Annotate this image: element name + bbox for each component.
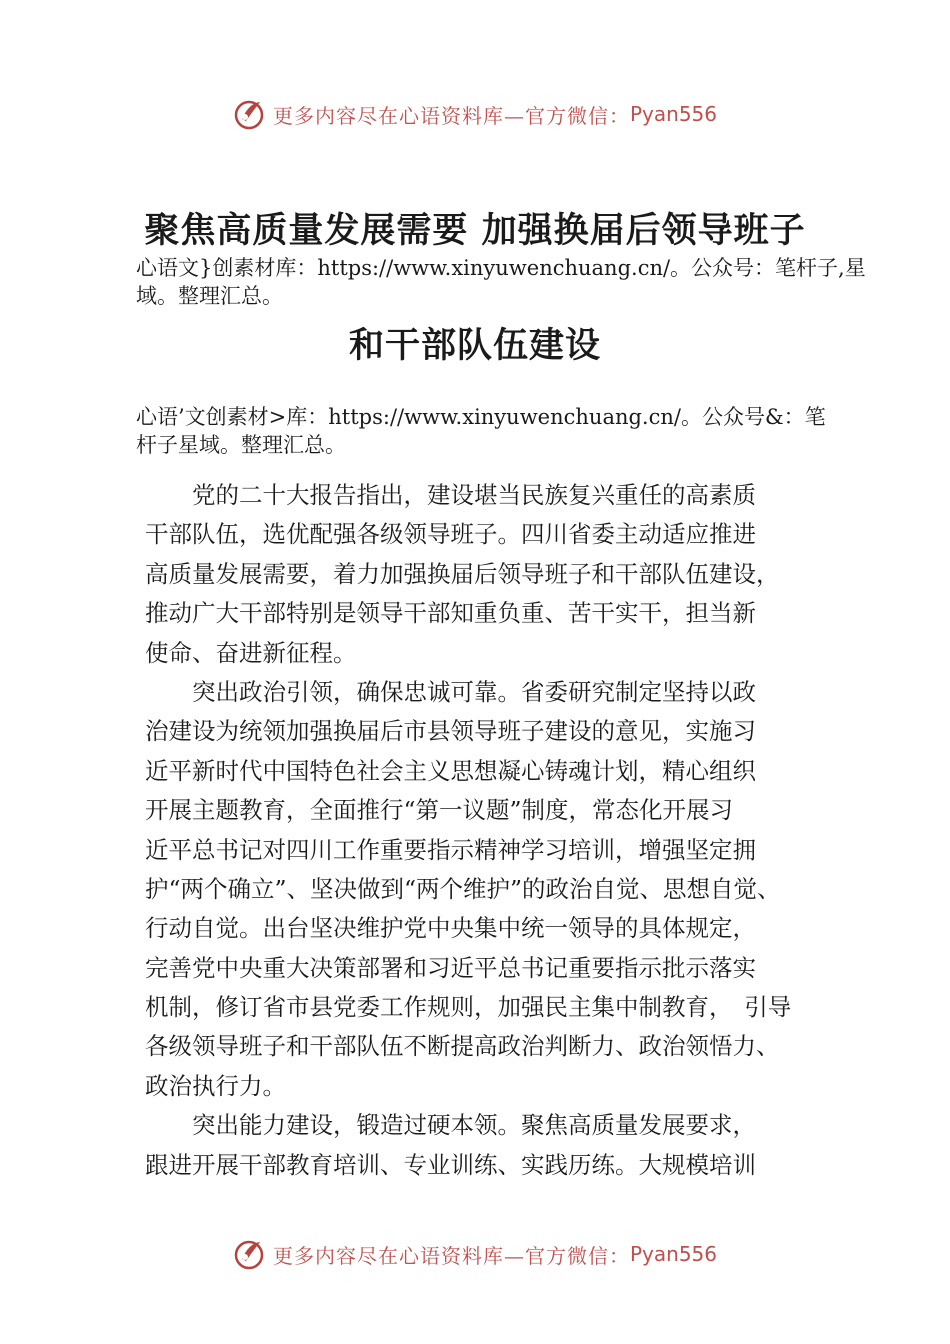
body-line: 治建设为统领加强换届后市县领导班子建设的意见，实施习 bbox=[145, 717, 756, 746]
wechat-id: Pyan556 bbox=[629, 1242, 717, 1266]
document-title-line-2: 和干部队伍建设 bbox=[348, 325, 601, 366]
body-line: 突出能力建设，锻造过硬本领。聚焦高质量发展要求， bbox=[145, 1111, 756, 1140]
body-line: 高质量发展需要，着力加强换届后领导班子和干部队伍建设， bbox=[145, 559, 780, 588]
body-line: 各级领导班子和干部队伍不断提高政治判断力、政治领悟力、 bbox=[145, 1032, 780, 1061]
body-line: 跟进开展干部教育培训、专业训练、实践历练。大规模培训 bbox=[145, 1150, 756, 1179]
header-banner bbox=[0, 94, 950, 134]
banner-text: 更多内容尽在心语资料库—官方微信： bbox=[272, 103, 630, 128]
watermark-note-2: 心语’文创素材>库：https://www.xinyuwenchuang.cn/。公众号&：笔杆子星域。整理汇总。 bbox=[136, 405, 826, 457]
body-line: 推动广大干部特别是领导干部知重负重、苦干实干，担当新 bbox=[145, 599, 756, 628]
body-line: 行动自觉。出台坚决维护党中央集中统一领导的具体规定， bbox=[145, 914, 756, 943]
body-line: 政治执行力。 bbox=[145, 1071, 286, 1100]
body-line: 机制，修订省市县党委工作规则，加强民主集中制教育， 引导 bbox=[145, 993, 792, 1022]
body-text bbox=[145, 476, 845, 1185]
banner-text: 更多内容尽在心语资料库—官方微信： bbox=[272, 1243, 630, 1268]
body-line: 党的二十大报告指出，建设堪当民族复兴重任的高素质 bbox=[145, 481, 756, 509]
xinyu-logo-icon bbox=[233, 97, 267, 131]
wechat-id: Pyan556 bbox=[629, 102, 717, 126]
body-line: 护“两个确立”、坚决做到“两个维护”的政治自觉、思想自觉、 bbox=[145, 874, 781, 903]
body-line: 近平新时代中国特色社会主义思想凝心铸魂计划，精心组织 bbox=[145, 756, 756, 785]
body-line: 完善党中央重大决策部署和习近平总书记重要指示批示落实 bbox=[145, 953, 756, 982]
body-line: 使命、奋进新征程。 bbox=[145, 638, 357, 667]
xinyu-logo-icon bbox=[233, 1237, 267, 1271]
body-line: 近平总书记对四川工作重要指示精神学习培训，增强坚定拥 bbox=[145, 835, 756, 864]
body-line: 开展主题教育，全面推行“第一议题”制度，常态化开展习 bbox=[145, 796, 734, 825]
body-line: 突出政治引领，确保忠诚可靠。省委研究制定坚持以政 bbox=[145, 677, 756, 706]
body-line: 干部队伍，选优配强各级领导班子。四川省委主动适应推进 bbox=[145, 520, 756, 549]
watermark-note-1: 心语文}创素材库：https://www.xinyuwenchuang.cn/。公众号：笔杆子,星域。整理汇总。 bbox=[136, 256, 866, 308]
footer-banner bbox=[0, 1234, 950, 1274]
document-title-line-1: 聚焦高质量发展需要 加强换届后领导班子 bbox=[144, 210, 806, 251]
